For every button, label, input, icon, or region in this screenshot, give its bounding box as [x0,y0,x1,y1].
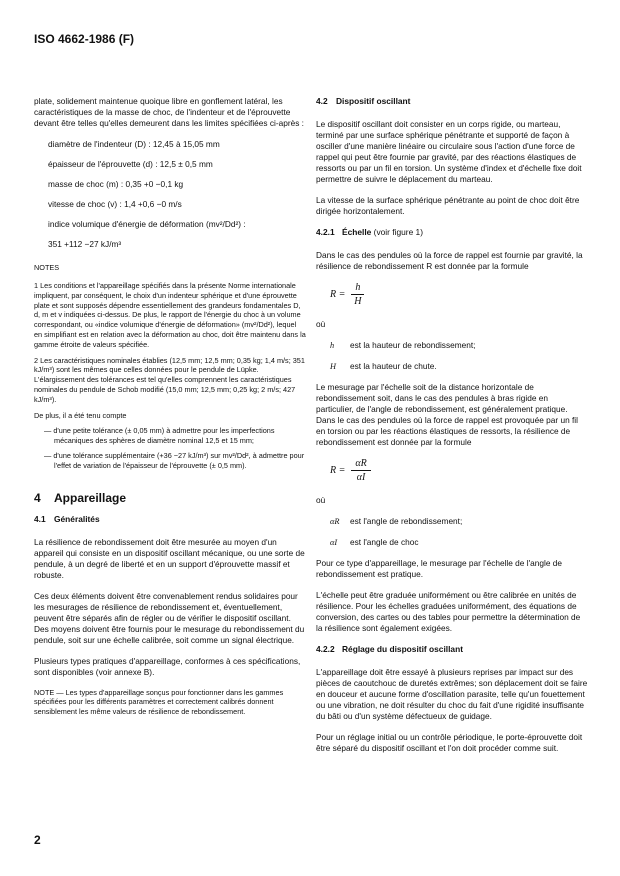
section-4-2-1-heading [316,227,588,238]
section-4-number: 4 [34,490,41,505]
definition-alpha-i-text: est l'angle de choc [350,537,419,547]
page-number: 2 [34,833,41,847]
section-4-title: Appareillage [54,490,127,505]
paragraph-4-1-b: Ces deux éléments doivent être convenablement rendus solidaires pour les mesurages de résilience de rebondissement et, éventuellement, peuvent être séparés afin de régler ou de vérifier le dispositif oscillant. Des moyens doivent être fournis pour le mesurage du rebondissement du pendule, soit sur une échelle calibrée, soit comme un signal électrique. [34,590,305,645]
section-4-2-1-ref: (voir figure 1) [373,227,424,237]
ou-1: où [316,319,326,329]
note-more: De plus, il a été tenu compte [34,410,127,420]
section-4-heading [34,490,306,505]
formula-2-numerator: αR [351,458,370,471]
paragraph-4-2-2-a: L'appareillage doit être essayé à plusieurs reprises par impact sur des pièces de caoutchouc de duretés extrêmes; son déplacement doit se faire en douceur et aucune forme d'oscillation parasite, telle qu'un fouettement ou une vibration, ne doit résulter du choc du fait d'une rigidité insuffisante du bâti ou d'un système défectueux de guidage. [316,667,588,721]
definition-h-text: est la hauteur de rebondissement; [350,340,476,350]
definition-alpha-r-text: est l'angle de rebondissement; [350,516,463,526]
ou-2: où [316,495,326,505]
section-4-2-1-title: Échelle [342,227,372,237]
formula-1-numerator: h [351,282,364,295]
section-4-2-heading [316,96,588,107]
paragraph-4-2-1-b: Le mesurage par l'échelle soit de la distance horizontale de rebondissement soit, dans le cas des pendules à bras rigide en particulier, de l'angle de rebondissement, est généralement pratique. Dans le cas des pendules où la force de rappel est provoquée par un fil en torsion ou par les réactions élastiques de ressorts, la résilience de rebondissement est donnée par la formule [316,382,578,447]
paragraph-4-1-c: Plusieurs types pratiques d'appareillage, conformes à ces spécifications, sont disponibles (voir annexe B). [34,655,301,677]
paragraph-4-1-a: La résilience de rebondissement doit être mesurée au moyen d'un appareil qui consiste en un dispositif oscillant mécanique, ou une sorte de pendule, à un degré de liberté et en un support d'éprouvette massif et robuste. [34,536,305,580]
paragraph-4-2-b: La vitesse de la surface sphérique pénétrante au point de choc doit être dirigée horizontalement. [316,195,580,216]
section-4-2-1-number: 4.2.1 [316,227,335,237]
formula-1-lhs: R = [330,289,346,300]
formula-2-lhs: R = [330,465,346,476]
section-4-1-title: Généralités [54,513,100,524]
spec-impact-mass: masse de choc (m) : 0,35 +0 −0,1 kg [48,179,184,189]
section-4-1-heading [34,514,306,525]
spec-specimen-thickness: épaisseur de l'éprouvette (d) : 12,5 ± 0,5 mm [48,159,213,169]
note-dash-1: — d'une petite tolérance (± 0,05 mm) à admettre pour les imperfections mécaniques des sphères de diamètre nominal 12,5 et 15 mm; [44,426,275,446]
definition-alpha-r [330,516,588,527]
definition-alpha-i [330,537,588,548]
note-dash-2: — d'une tolérance supplémentaire (+36 −27 kJ/m³) sur mv²/Dd², à admettre pour l'effet de variation de l'épaisseur de l'éprouvette (± 0,5 mm). [44,450,305,470]
section-4-2-number: 4.2 [316,96,328,106]
spec-indenter-diameter: diamètre de l'indenteur (D) : 12,45 à 15,05 mm [48,139,220,149]
final-note: NOTE — Les types d'appareillage sonçus pour fonctionner dans les gammes spécifiées pour les différents paramètres et correctement calibrés donnent sensiblement les même valeurs de résilience de rebondissement. [34,687,284,717]
definition-H-symbol: H [330,362,336,371]
left-column [34,96,306,717]
formula-2-fraction [351,458,370,483]
section-4-1-number: 4.1 [34,513,46,524]
definition-H [330,361,588,372]
spec-energy-index-value: 351 +112 −27 kJ/m³ [48,239,122,249]
formula-1-fraction [351,282,364,307]
paragraph-4-2-a: Le dispositif oscillant doit consister en un corps rigide, ou marteau, terminé par une surface sphérique pénétrante et supporté de façon à osciller d'une manière linéaire ou circulaire sous l'action d'une force de rappel qui peut être fournie par gravité, par des réactions élastiques de ressorts ou par un fil en torsion. Un système d'index et d'échelle fixe doit permettre de suivre le déplacement du marteau. [316,119,582,184]
notes-block [34,281,306,471]
document-header: ISO 4662-1986 (F) [34,32,135,46]
paragraph-4-2-1-a: Dans le cas des pendules où la force de rappel est fournie par gravité, la résilience de rebondissement R est donnée par la formule [316,250,583,271]
definition-alpha-r-symbol: αR [330,517,340,526]
definition-h [330,340,588,351]
note-2: 2 Les caractéristiques nominales établies (12,5 mm; 12,5 mm; 0,35 kg; 1,4 m/s; 351 kJ/m³) sont les mêmes que celles données pour le pendule de Lüpke. L'élargissement des tolérances est tel qu'elles comprennent les caractéristiques nominales du pendule de Schob modifié (15,0 mm; 12,5 mm; 0,25 kg; 2 m/s; 427 kJ/m³). [34,355,305,404]
section-4-2-2-heading [316,644,588,655]
section-4-2-2-number: 4.2.2 [316,644,335,654]
formula-2-denominator: αI [356,472,366,483]
definition-H-text: est la hauteur de chute. [350,361,437,371]
section-4-2-title: Dispositif oscillant [336,96,411,106]
notes-title: NOTES [34,263,60,272]
right-column [316,96,588,764]
formula-angle-ratio [330,458,588,483]
spec-impact-velocity: vitesse de choc (v) : 1,4 +0,6 −0 m/s [48,199,182,209]
section-4-2-2-title: Réglage du dispositif oscillant [342,644,463,654]
note-1: 1 Les conditions et l'appareillage spécifiés dans la présente Norme internationale impliquent, par conséquent, le choix d'un indenteur sphérique et d'une éprouvette plate et sont supposés dépendre essentiellement des grandeurs fondamentales D, d, m et v indiquées ci-dessus. De plus, le rapport de l'énergie du choc à un volume correspondant, ou «indice volumique d'énergie de déformation» (mv²/Dd²), lequel en simplifiant est en relation avec la déformation au choc, doit être maintenu dans la gamme étroite de valeurs spécifiée. [34,281,306,349]
formula-height-ratio [330,282,588,307]
formula-1-denominator: H [354,296,362,307]
definition-alpha-i-symbol: αI [330,538,338,547]
intro-paragraph: plate, solidement maintenue quoique libre en gonflement latéral, les caractéristiques de la masse de choc, de l'indenteur et de l'éprouvette devant être telles qu'elles demeurent dans les limites spécifiées ci-après : [34,96,304,128]
paragraph-4-2-2-b: Pour un réglage initial ou un contrôle périodique, le porte-éprouvette doit être séparé du dispositif oscillant et l'on doit procéder comme suit. [316,732,583,753]
definition-h-symbol: h [330,341,335,350]
paragraph-4-2-1-d: L'échelle peut être graduée uniformément ou être calibrée en unités de résilience. Pour les échelles graduées uniformément, des équations de conversion, des cartes ou des tables pour permettre la détermination de la résilience sont également exigées. [316,590,581,633]
spec-energy-index: indice volumique d'énergie de déformation (mv²/Dd²) : [48,219,246,229]
paragraph-4-2-1-c: Pour ce type d'appareillage, le mesurage par l'échelle de l'angle de rebondissement est pratique. [316,558,562,579]
